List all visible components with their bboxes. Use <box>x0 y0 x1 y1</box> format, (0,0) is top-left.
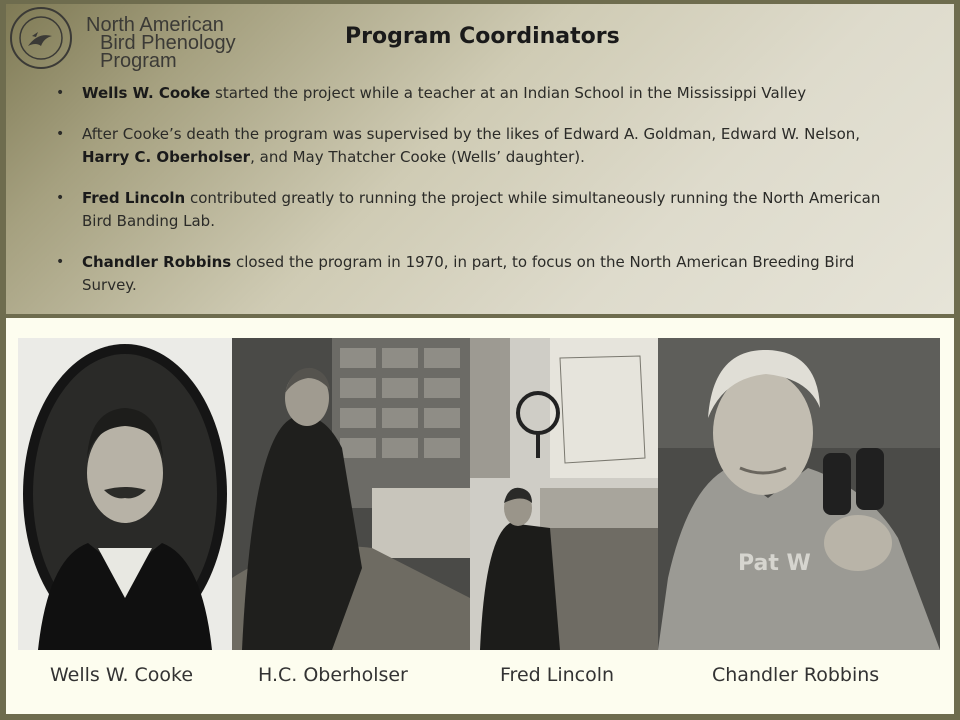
bullet-bold: Harry C. Oberholser <box>82 148 251 166</box>
logo-line-2: Bird Phenology Program <box>100 32 236 72</box>
caption-fred-lincoln: Fred Lincoln <box>500 664 615 686</box>
photo-fred-lincoln <box>470 338 658 650</box>
photo-oberholser <box>232 338 470 650</box>
bullet-list <box>56 82 886 315</box>
seal-icon <box>8 6 74 70</box>
bullet-pre: After Cooke’s death the program was supervised by the likes of Edward A. Goldman, Edward W. Nelson, <box>82 125 861 143</box>
bullet-item <box>56 123 886 169</box>
bullet-text: contributed greatly to running the project while simultaneously running the North American Bird Banding Lab. <box>82 189 881 230</box>
logo-text <box>86 16 298 70</box>
bullet-item <box>56 187 886 233</box>
bullet-item <box>56 251 886 297</box>
program-logo <box>8 6 298 70</box>
caption-wells-cooke: Wells W. Cooke <box>50 664 194 686</box>
bullet-bold: Wells W. Cooke <box>82 84 211 102</box>
logo-line-1: North American <box>86 14 224 36</box>
bullet-text: started the project while a teacher at an Indian School in the Mississippi Valley <box>210 84 807 102</box>
caption-oberholser: H.C. Oberholser <box>258 664 408 686</box>
bullet-text: closed the program in 1970, in part, to focus on the North American Breeding Bird Survey. <box>82 253 855 294</box>
bullet-bold: Chandler Robbins <box>82 253 232 271</box>
bullet-text: , and May Thatcher Cooke (Wells’ daughter). <box>250 148 585 166</box>
caption-chandler-robbins: Chandler Robbins <box>712 664 880 686</box>
photo-wells-cooke <box>18 338 232 650</box>
bullet-bold: Fred Lincoln <box>82 189 186 207</box>
photo-chandler-robbins <box>658 338 940 650</box>
shirt-text: Pat W <box>738 551 811 576</box>
bullet-item <box>56 82 886 105</box>
page-title: Program Coordinators <box>345 24 620 49</box>
